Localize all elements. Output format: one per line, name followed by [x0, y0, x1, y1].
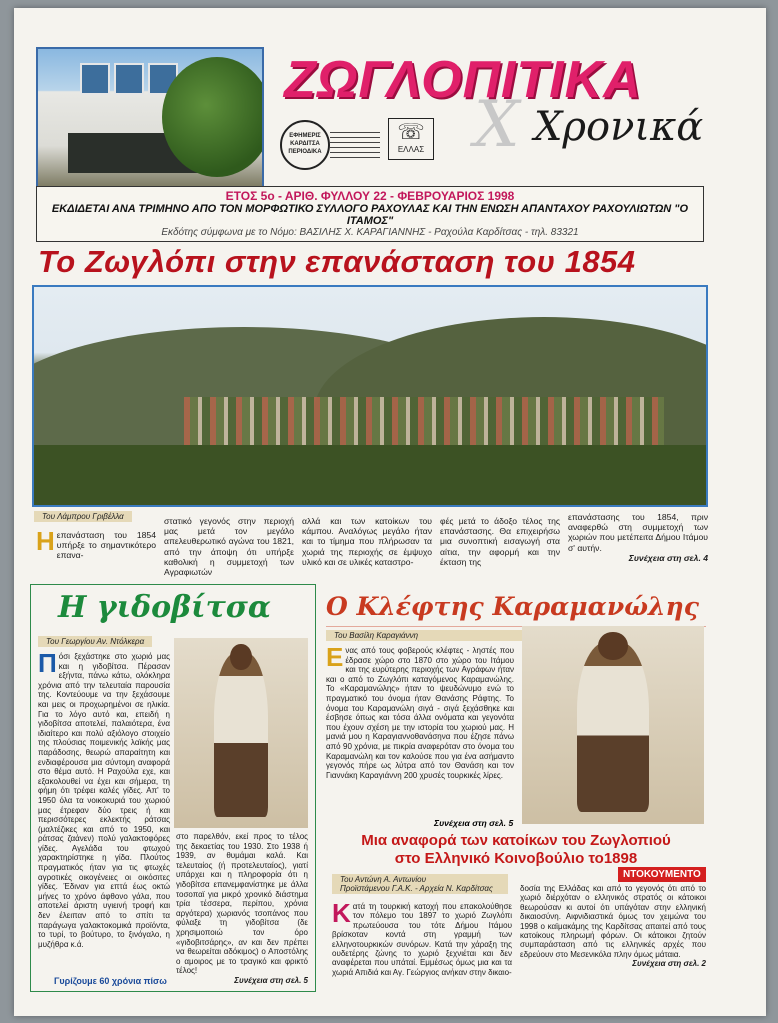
- gidovitsa-text-1-body: όσι ξεχάστηκε στο χωριό μας και η γιδοβίτσα. Πέρασαν εξήντα, πάνω κάτω, ολόκληρα χρόνια από την τελευταία παρουσία της. Κοντεύουμε να την ξεχάσουμε και μεις οι προχωρημένοι σε ηλικία. Για το λόγο αυτό και, επειδή η γιδοβίτσα αποτελεί, παλαιότερα, ένα ιδιαίτερο και πολύ αξιόλογο στοιχείο της πλούσιας ποιμενικής λαϊκής μας παράδοσης, θεωρώ απαραίτητη και ενδιαφέρουσα μια σύντομη αναφορά στο θέμα αυτό. Η Ραχούλα εχε, και εξακολουθεί να έχει και σήμερα, τη φήμη ότι τρέφει καλές γίδες. Απ' το 1950 όλα τα νοικοκυριά του χωριού μας έτρεφαν δύο τρεις ή και περισσότερες εκλεκτής ράτσας (μαλτέζικες και από το 1950, και ράτσας ζαάνεν) πολύ γαλακτοφόρες γίδες. Αγελάδα του φτωχού χαρακτηρίστηκε η γίδα. Πλούτος πραγματικός ήταν για τις φτωχές αγροτικές οικογένειες οι οικόσιτες γίδες. Έδιναν για επτά έως οκτώ μήνες το χρόνο άφθονο γάλα, που αποτελεί άριστη υγιεινή τροφή και δεν έλειπαν από το σπίτι τα παράγωγα γαλακτοκομικά προϊόντα, το τυρί, το βούτυρο, το ξινόγαλο, η μυζήθρα κ.ά.: [38, 652, 170, 949]
- masthead-title: ΖΩΓΛΟΠΙΤΙΚΑ: [284, 51, 642, 109]
- lead-continue: Συνέχεια στη σελ. 4: [628, 552, 708, 563]
- lead-byline: Του Λάμπρου Γριβέλλα: [34, 511, 132, 522]
- lead-headline: Το Ζωγλόπι στην επανάσταση του 1854: [38, 244, 636, 279]
- kleftis-text-body: νας από τους φοβερούς κλέφτες - ληστές που έδρασε χώρο στο 1870 στο χώρο του Ιτάμου και της ευρύτερης περιοχής των Αγράφων ήταν και ο από το Ζωγλόπι καταγόμενος Καραμανώλης. Το «Καραμανώλης» ήταν το ψευδώνυμο ενώ το πραγματικό του όνομα ήταν Θανάσης Ράφτης. Το όνομα του Καραμανώλη σιγά - σιγά ξεχάσθηκε και έσβησε όπως και τόσα άλλα ονόματα και γεγονότα που έχουν σχέση με την ιστορία του χωριού μας. Η μανιά μου η Καραγιαννοθανάσηνα που έζησε πάνω από 90 χρόνια, με πικρία αναφερόταν στο όνομα του Καραμανώλη και τον καλούσε που για ένα ασήμαντο γεγονός πήρε ως λύτρα από τον Θανάση και τον Γιαννάκη Καραγιάννη 200 χρυσές τουρκικές λίρες.: [326, 646, 514, 780]
- gidovitsa-byline: Του Γεωργίου Αν. Ντόλκερα: [38, 636, 152, 647]
- anafora-text-1: [332, 902, 512, 992]
- lead-col-2: στατικό γεγονός στην περιοχή μας μετά τον μεγάλο απελευθερωτικό αγώνα του 1821, από την άποψη ότι υπήρξε καθολική η συμμετοχή των Αγραφιωτών: [164, 516, 294, 578]
- lead-col-3: αλλά και των κατοίκων του κάμπου. Αναλόγως μεγάλο ήταν και το τίμημα που πλήρωσαν τα χωριά της περιοχής σε έμψυχο υλικό και σε υλικές καταστρο-: [302, 516, 432, 567]
- anafora-text-2: [520, 884, 706, 996]
- anafora-author: Του Αντώνη Α. Αντωνίου: [340, 875, 427, 884]
- kleftis-title: Ο Κλέφτης Καραμανώλης: [326, 592, 699, 621]
- anafora-title: [326, 832, 706, 868]
- village-landscape-photo: [32, 285, 708, 507]
- anafora-title-line-1: Μια αναφορά των κατοίκων του Ζωγλοπιού: [361, 832, 671, 849]
- document-tag: ΝΤΟΚΟΥΜΕΝΤΟ: [618, 867, 706, 882]
- kleftis-continue: Συνέχεια στη σελ. 5: [434, 818, 514, 828]
- publication-info: [36, 186, 704, 242]
- kleftis-text: [326, 646, 514, 826]
- postmark-stamp-icon: [280, 120, 330, 170]
- kleftis-portrait-sketch: [522, 626, 704, 824]
- lead-col-4: φές μετά το άδοξο τέλος της επανάστασης. Θα επιχειρήσω μια συνοπτική εισαγωγή στα αίτια, την αφορμή και την έκταση της: [440, 516, 560, 567]
- lead-dropcap: Η: [36, 526, 55, 556]
- lead-col-5-text: επανάστασης του 1854, πριν αναφερθώ στη συμμετοχή των χωριών που μετέπειτα Δήμου Ιτάμου σ' αυτήν.: [568, 512, 708, 553]
- gidovitsa-text-2-body: στο παρελθόν, εκεί προς το τέλος της δεκαετίας του 1930. Στο 1938 ή 1939, αν θυμάμαι καλά. Και τελευταίος (ή προτελευταίος), γιατί υπάρχει και η πληροφορία ότι η γιδοβίτσα επανεμφανίστηκε με άλλα τοσοπαϊ για μικρό χρονικό διάστημα τρία τέσσερα, περίπου, χρόνια αργότερα) χωριανός τσοπάνος που φύλαξε τη γιδοβίτσα (δε χρησιμοποιώ τον όρο «γιδοβιτσάρης», αν και δεν πρέπει να θεωρείται αδόκιμος) ο Αποστόλης ο αμοιρος με το τραγικό και φρικτό τέλος!: [176, 832, 308, 976]
- postmark-waves-icon: [330, 128, 380, 158]
- anafora-continue: Συνέχεια στη σελ. 2: [632, 959, 706, 969]
- publisher-line: ΕΚΔΙΔΕΤΑΙ ΑΝΑ ΤΡΙΜΗΝΟ ΑΠΟ ΤΟΝ ΜΟΡΦΩΤΙΚΟ ΣΥΛΛΟΓΟ ΡΑΧΟΥΛΑΣ ΚΑΙ ΤΗΝ ΕΝΩΣΗ ΑΠΑΝΤΑΧΟΥ ΡΑΧΟΥΛΙΩΤΩΝ "Ο ΙΤΑΜΟΣ": [51, 203, 689, 227]
- gidovitsa-title: Η γιδοβίτσα: [58, 590, 271, 625]
- subtitle-initial: Χ: [474, 88, 520, 162]
- gidovitsa-text-2: [176, 832, 308, 986]
- house-photo: [36, 47, 264, 189]
- lead-col-1: [36, 526, 156, 561]
- gidovitsa-continue: Συνέχεια στη σελ. 5: [234, 975, 308, 985]
- newspaper-page: [14, 8, 766, 1016]
- masthead-subtitle: Χρονικά: [534, 104, 704, 150]
- lead-col-1-text: επανάσταση του 1854 υπήρξε το σημαντικότερο επανα-: [56, 530, 156, 561]
- stamp-text: ΕΦΗΜΕΡΙΣ ΚΑΡΔΙΤΣΑ ΠΕΡΙΟΔΙΚΑ: [288, 133, 322, 156]
- gidovitsa-dropcap: Π: [38, 652, 57, 678]
- shepherd-sketch: [174, 638, 308, 828]
- anafora-title-line-2: στο Ελληνικό Κοινοβούλιο το1898: [394, 850, 638, 867]
- gidovitsa-caption: Γυρίζουμε 60 χρόνια πίσω: [54, 976, 167, 986]
- anafora-dropcap: Κ: [332, 902, 351, 928]
- issue-line: ΕΤΟΣ 5ο - ΑΡΙΘ. ΦΥΛΛΟΥ 22 - ΦΕΒΡΟΥΑΡΙΟΣ 1998: [225, 189, 515, 203]
- anafora-text-2-body: δοσία της Ελλάδας και από το γεγονός ότι από το χωριό διέρχόταν ο ελληνικός στρατός οι κάτοικοι θεωρούσαν κι αυτοί ότι υπάγόταν στην ελληνική δικαιοσύνη. Αιφνιδιαστικά όμως τον χειμώνα του 1998 ο καϊμακάμης της Καρδίτσας απαιτεί από τους κατοίκους πληρωμή φόρων. Οι κάτοικοι ζητούν συμπαράσταση από τις ελληνικές αρχές που εδρεύουν στο Μεσενικόλα πλην όμως μάταια.: [520, 884, 706, 959]
- gidovitsa-text-1: [38, 652, 170, 982]
- anafora-text-1-body: ατά τη τουρκική κατοχή που επακολούθησε τον πόλεμο του 1897 το χωριό Ζωγλόπι πρωτεύουσα του τότε Δήμου Ιτάμου βρίσκοταν κοντά στη γραμμή των ελληνοτουρκικών συνόρων. Κατά την χάραξη της ουδετέρης ζώνης το χωριό ξεχνιέται και δεν αναφέρεται που υπάταί. Εμμέσως όμως μια και τα χωριά Απιδιά και Αγ. Γεώργιος ανήκαν στην δικαιο-: [332, 902, 512, 977]
- kleftis-dropcap: Ε: [326, 646, 344, 672]
- anafora-author-role: Προϊστάμενου Γ.Α.Κ. - Αρχεία Ν. Καρδίτσας: [340, 884, 493, 893]
- kleftis-byline: Του Βασίλη Καραγιάννη: [326, 630, 522, 641]
- lead-col-5: [568, 512, 708, 563]
- anafora-byline: [332, 874, 508, 894]
- elas-label: ΕΛΛΑΣ: [397, 145, 425, 154]
- post-horn-icon: ☏ ΕΛΛΑΣ: [388, 118, 434, 160]
- editor-line: Εκδότης σύμφωνα με το Νόμο: ΒΑΣΙΛΗΣ Χ. ΚΑΡΑΓΙΑΝΝΗΣ - Ραχούλα Καρδίτσας - τηλ. 83321: [161, 227, 579, 238]
